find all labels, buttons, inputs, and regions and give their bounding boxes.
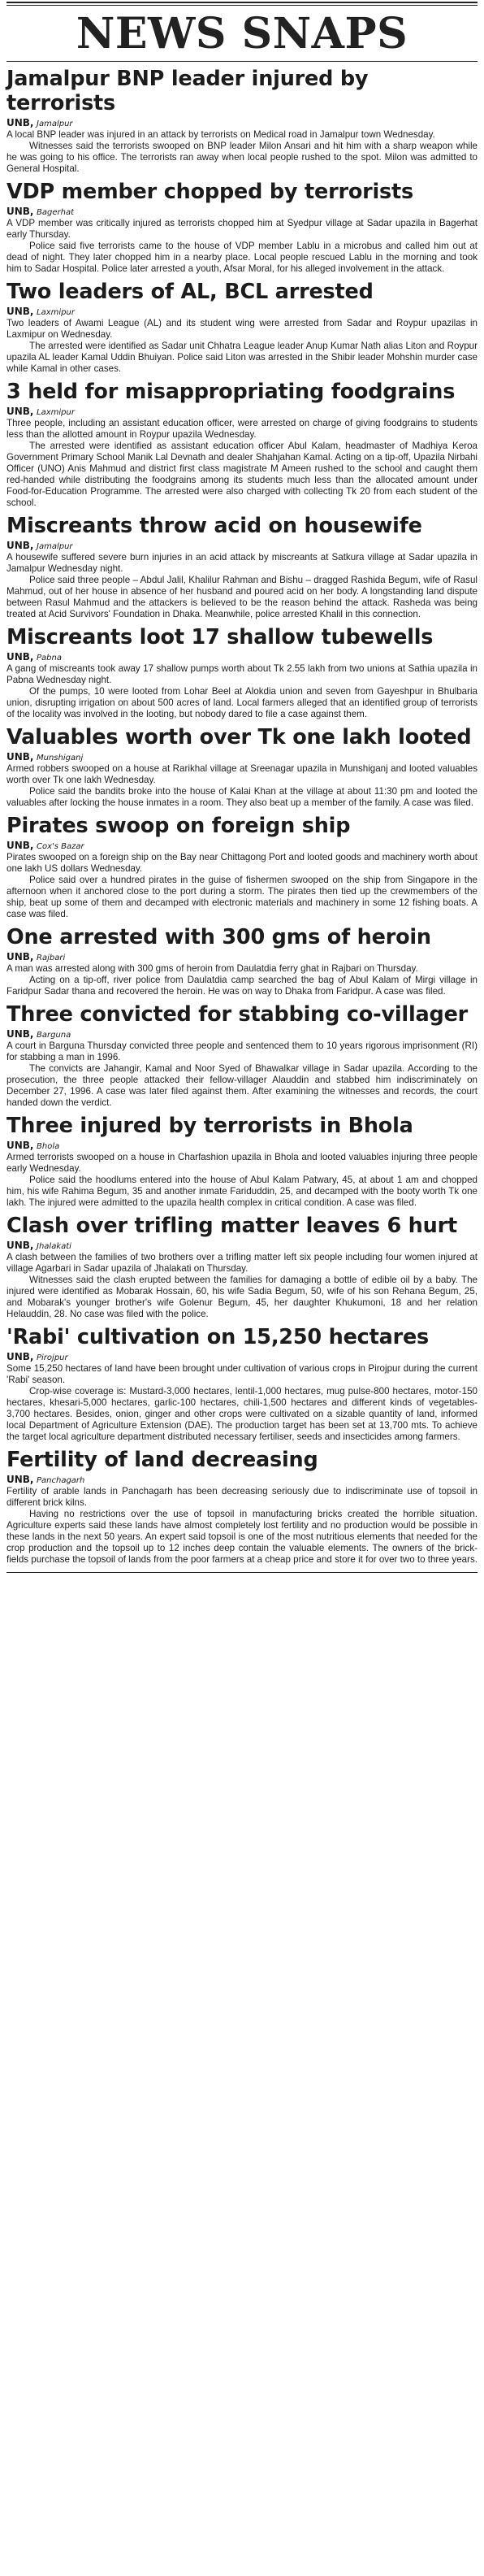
dateline-place: Barguna	[37, 1031, 71, 1040]
dateline-place: Cox's Bazar	[37, 842, 84, 851]
story-paragraph: Fertility of arable lands in Panchagarh has been decreasing seriously due to indiscriminate use of topsoil in different brick kilns.	[6, 1486, 478, 1508]
story-headline: 'Rabi' cultivation on 15,250 hectares	[6, 1325, 430, 1349]
story-paragraph: The arrested were identified as assistant education officer Abul Kalam, headmaster of Madhiya Keroa Government Primary School Manik Lal Devnath and dealer Shahjahan Kamal. Acting on a tip-off, Upazila Nirbahi Officer (UNO) Anis Mahmud and district first class magistrate M Ameen rushed to the school and caught them red-handed while distributing the foodgrains among its students much less than the allocated amount under Food-for-Education Programme. The arrested were also charged with collecting Tk 20 from each student of the school.	[6, 441, 478, 508]
news-story	[6, 514, 478, 620]
dateline-place: Jamalpur	[37, 542, 73, 551]
news-story	[6, 280, 478, 375]
story-paragraph: Police said three people – Abdul Jalil, Khalilur Rahman and Bishu – dragged Rashida Begum, wife of Rasul Mahmud, out of her house in absence of her husband and poured acid on her body. A longstanding land dispute between Rasul Mahmud and the attackers is believed to be the reason behind the attack. Rasheda was being treated at Acid Survivors' Foundation in Dhaka. Meanwhile, police arrested Khalil in this connection.	[6, 575, 478, 619]
news-story	[6, 1448, 478, 1566]
news-story	[6, 725, 478, 809]
story-headline: Two leaders of AL, BCL arrested	[6, 280, 374, 304]
story-dateline	[6, 1475, 478, 1486]
story-paragraph: Three people, including an assistant education officer, were arrested on charge of giving foodgrains to students less than the allotted amount in Roypur upazila Wednesday.	[6, 418, 478, 440]
dateline-place: Munshiganj	[37, 754, 84, 762]
story-paragraph: A clash between the families of two brothers over a trifling matter left six people including four women injured at village Agarbari in Sadar upazila of Jhalakati on Thursday.	[6, 1252, 478, 1274]
news-agency: UNB,	[6, 1474, 34, 1485]
story-headline: Valuables worth over Tk one lakh looted	[6, 725, 472, 749]
news-story	[6, 67, 478, 175]
masthead-top-rule	[6, 2, 478, 3]
story-dateline	[6, 1240, 478, 1252]
story-paragraph: Acting on a tip-off, river police from Daulatdia camp searched the bag of Abul Kalam of Mirgi village in Faridpur Sadar thana and recovered the heroin. He was on way to Dhaka from Faridpur. A case was filed.	[6, 975, 478, 997]
story-paragraph: The arrested were identified as Sadar unit Chhatra League leader Anup Kumar Nath alias Liton and Roypur upazila AL leader Kamal Uddin Bhuiyan. Police said Liton was arrested in the Shibir leader Mohshin murder case while Kamal in other cases.	[6, 341, 478, 374]
masthead-top-rule-thin	[6, 5, 478, 6]
news-story	[6, 1114, 478, 1209]
story-paragraph: Police said five terrorists came to the house of VDP member Lablu in a microbus and called him out at dead of night. They later chopped him in a nearby place. Local people rescued Lablu in the morning and took him to Sadar Hospital. Police later arrested a youth, Afsar Moral, for his alleged involvement in the attack.	[6, 241, 478, 274]
story-headline: Miscreants loot 17 shallow tubewells	[6, 625, 434, 649]
story-headline: Miscreants throw acid on housewife	[6, 514, 422, 538]
story-paragraph: A gang of miscreants took away 17 shallow pumps worth about Tk 2.55 lakh from two unions at Sathia upazila in Pabna Wednesday night.	[6, 663, 478, 685]
story-paragraph: The convicts are Jahangir, Kamal and Noor Syed of Bhawalkar village in Sadar upazila. According to the prosecution, the three people attacked their fellow-villager Alauddin and stabbed him indiscriminately on December 27, 1996. A case was later filed against them. After examining the witnesses and records, the court handed down the verdict.	[6, 1063, 478, 1108]
story-dateline	[6, 1140, 478, 1152]
story-paragraph: Witnesses said the clash erupted between the families for damaging a bottle of edible oil by a baby. The injured were identified as Mobarak Hossain, 60, his wife Sadia Begum, 50, wife of his son Rehana Begum, 25, and Mobarak's younger brother's wife Golenur Begum, 45, her daughter Khukumoni, 18 and her relation Helauddin, 28. No case was filed with the police.	[6, 1275, 478, 1319]
story-headline: Jamalpur BNP leader injured by terrorists	[6, 67, 369, 115]
story-dateline	[6, 1352, 478, 1363]
news-agency: UNB,	[6, 1351, 34, 1362]
news-story	[6, 1214, 478, 1320]
dateline-place: Laxmipur	[37, 308, 75, 317]
news-agency: UNB,	[6, 1028, 34, 1040]
story-headline: Fertility of land decreasing	[6, 1448, 318, 1472]
news-agency: UNB,	[6, 840, 34, 851]
story-paragraph: Police said the hoodlums entered into the house of Abul Kalam Patwary, 45, at about 1 am and chopped him, his wife Rahima Begum, 35 and another inmate Fariduddin, 25, and decamped with the booty worth Tk one lakh. The injured were admitted to the upazila health complex in critical condition. A case was filed.	[6, 1175, 478, 1208]
dateline-place: Pabna	[37, 654, 62, 662]
story-dateline	[6, 406, 478, 418]
story-headline: 3 held for misappropriating foodgrains	[6, 380, 456, 404]
story-headline: Three injured by terrorists in Bhola	[6, 1114, 413, 1138]
story-paragraph: Witnesses said the terrorists swooped on BNP leader Milon Ansari and hit him with a sharp weapon while he was going to his office. The terrorists ran away when local people rushed to the spot. Milon was admitted to General Hospital.	[6, 141, 478, 174]
news-story	[6, 1325, 478, 1443]
story-headline: Clash over trifling matter leaves 6 hurt	[6, 1214, 457, 1238]
news-story	[6, 925, 478, 997]
story-paragraph: A VDP member was critically injured as terrorists chopped him at Syedpur village at Sadar upazila in Bagerhat early Thursday.	[6, 218, 478, 240]
story-headline: Three convicted for stabbing co-villager	[6, 1002, 469, 1027]
story-dateline	[6, 541, 478, 552]
story-headline: Pirates swoop on foreign ship	[6, 814, 351, 838]
news-story	[6, 1002, 478, 1109]
news-agency: UNB,	[6, 540, 34, 551]
news-agency: UNB,	[6, 1140, 34, 1151]
story-dateline	[6, 952, 478, 963]
story-paragraph: Some 15,250 hectares of land have been brought under cultivation of various crops in Pirojpur during the current 'Rabi' season.	[6, 1363, 478, 1385]
story-paragraph: A housewife suffered severe burn injuries in an acid attack by miscreants at Satkura village at Sadar upazila in Jamalpur Wednesday night.	[6, 552, 478, 574]
masthead-title: NEWS SNAPS	[76, 9, 408, 59]
news-agency: UNB,	[6, 1240, 34, 1251]
story-paragraph: Armed robbers swooped on a house at Rarikhal village at Sreenagar upazila in Munshiganj and looted valuables worth over Tk one lakh Wednesday.	[6, 763, 478, 785]
dateline-place: Pirojpur	[37, 1353, 68, 1362]
story-headline: One arrested with 300 gms of heroin	[6, 925, 431, 949]
masthead-bottom-rule	[6, 61, 478, 62]
story-dateline	[6, 652, 478, 663]
news-story	[6, 380, 478, 509]
dateline-place: Bhola	[37, 1142, 60, 1151]
dateline-place: Rajbari	[37, 954, 66, 962]
news-agency: UNB,	[6, 117, 34, 128]
story-paragraph: Armed terrorists swooped on a house in Charfashion upazila in Bhola and looted valuables injuring three people early Wednesday.	[6, 1152, 478, 1174]
dateline-place: Bagerhat	[37, 208, 74, 217]
dateline-place: Panchagarh	[37, 1476, 85, 1485]
news-agency: UNB,	[6, 306, 34, 317]
news-agency: UNB,	[6, 206, 34, 217]
story-paragraph: A local BNP leader was injured in an attack by terrorists on Medical road in Jamalpur town Wednesday.	[6, 129, 435, 140]
story-dateline	[6, 206, 478, 218]
story-dateline	[6, 1029, 478, 1040]
story-paragraph: A court in Barguna Thursday convicted three people and sentenced them to 10 years rigorous imprisonment (RI) for stabbing a man in 1996.	[6, 1040, 478, 1062]
story-headline: VDP member chopped by terrorists	[6, 180, 413, 204]
news-agency: UNB,	[6, 406, 34, 417]
dateline-place: Jamalpur	[37, 119, 73, 128]
news-agency: UNB,	[6, 651, 34, 662]
story-paragraph: Crop-wise coverage is: Mustard-3,000 hectares, lentil-1,000 hectares, mug pulse-800 hectares, motor-150 hectares, khesari-5,000 hectares, garlic-100 hectares, chili-1,500 hectares and different kinds of vegetables-3,700 hectares. Besides, onion, ginger and other crops were cultivated on a sizable quantity of land, informed local Department of Agriculture Extension (DAE). The production target has been set at 13,700 mts. To achieve the target local agriculture department distributed necessary fertiliser, seeds and insecticides among farmers.	[6, 1386, 478, 1442]
dateline-place: Jhalakati	[37, 1242, 71, 1251]
story-paragraph: Of the pumps, 10 were looted from Lohar Beel at Alokdia union and seven from Gayeshpur in Bhulbaria union, disrupting irrigation on about 500 acres of land. Local farmers alleged that an identified group of terrorists of the locality was involved in the looting, but nobody dared to file a case against them.	[6, 686, 478, 719]
story-paragraph: Pirates swooped on a foreign ship on the Bay near Chittagong Port and looted goods and machinery worth about one lakh US dollars Wednesday.	[6, 852, 478, 874]
story-paragraph: Having no restrictions over the use of topsoil in manufacturing bricks created the horrible situation. Agriculture experts said these lands have almost completely lost fertility and no production would be possible in these lands in the next 50 years. An expert said topsoil is one of the most nutritious elements that needed for the crop production and the topsoil up to 12 inches deep contain the valuable elements. The owners of the brick-fields purchase the topsoil of lands from the poor farmers at a cheap price and store it for over two to three years.	[6, 1509, 478, 1565]
story-dateline	[6, 118, 478, 129]
news-story	[6, 814, 478, 920]
news-agency: UNB,	[6, 751, 34, 762]
story-dateline	[6, 752, 478, 763]
news-story	[6, 180, 478, 275]
news-agency: UNB,	[6, 951, 34, 962]
story-paragraph: Police said the bandits broke into the house of Kalai Khan at the village at about 11:30 pm and looted the valuables after locking the house inmates in a room. They also beat up a member of the family. A case was filed.	[6, 786, 478, 808]
story-dateline	[6, 306, 478, 318]
story-paragraph: A man was arrested along with 300 gms of heroin from Daulatdia ferry ghat in Rajbari on Thursday.	[6, 963, 418, 974]
story-dateline	[6, 841, 478, 852]
story-paragraph: Two leaders of Awami League (AL) and its student wing were arrested from Sadar and Roypur upazilas in Laxmipur on Wednesday.	[6, 318, 478, 340]
story-list	[6, 67, 478, 1566]
page-end-rule	[6, 1572, 478, 1573]
news-story	[6, 625, 478, 720]
dateline-place: Laxmipur	[37, 408, 75, 417]
story-paragraph: Police said over a hundred pirates in the guise of fishermen swooped on the ship from Singapore in the afternoon when it anchored close to the port during a storm. The pirates then tied up the crewmembers of the ship, beat up some of them and decamped with electronic materials and machinery in some 12 fishing boats. A case was filed.	[6, 875, 478, 919]
